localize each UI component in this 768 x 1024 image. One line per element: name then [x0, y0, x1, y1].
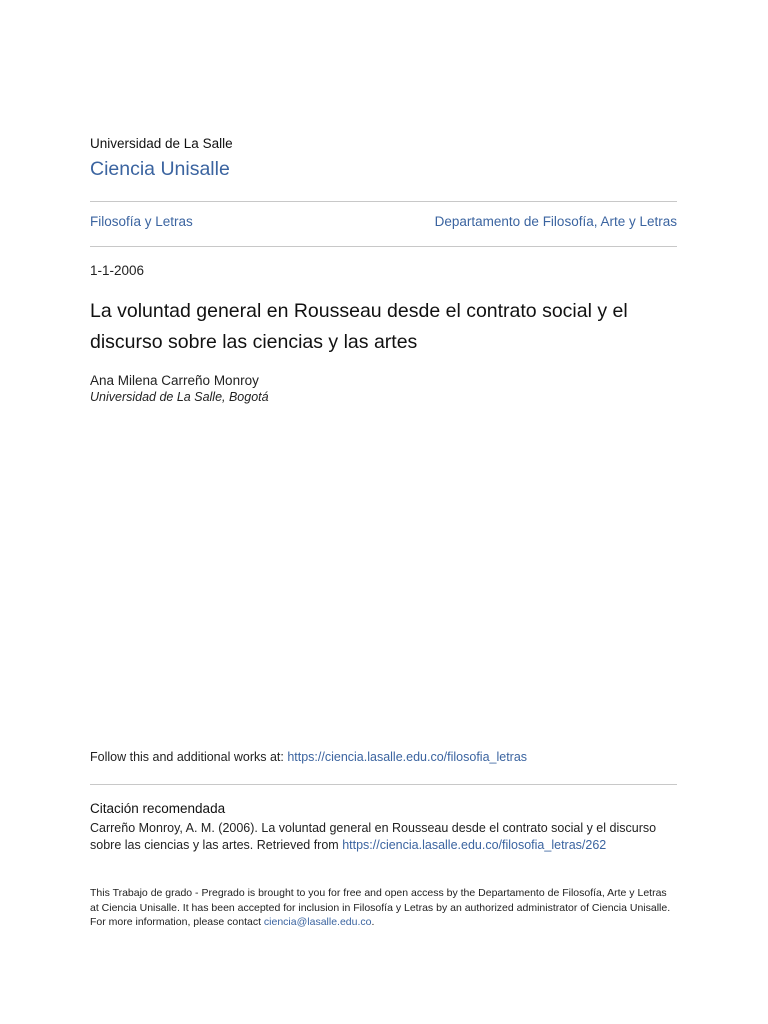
footer-end: . [371, 916, 375, 928]
publication-date: 1-1-2006 [90, 263, 145, 278]
department-link[interactable]: Departamento de Filosofía, Arte y Letras [434, 214, 677, 229]
divider-top [90, 201, 677, 202]
repository-link[interactable]: Ciencia Unisalle [90, 158, 230, 180]
footer-note [90, 886, 677, 930]
citation-text: Carreño Monroy, A. M. (2006). La voluntad general en Rousseau desde el contrato social y el discurso sobre las ciencias y las artes. Retrieved from [90, 821, 657, 852]
follow-link[interactable]: https://ciencia.lasalle.edu.co/filosofia_letras [287, 750, 528, 764]
citation-heading: Citación recomendada [90, 801, 226, 816]
citation-body [90, 820, 677, 854]
collection-link[interactable]: Filosofía y Letras [90, 214, 193, 229]
citation-link[interactable]: https://ciencia.lasalle.edu.co/filosofia_letras/262 [342, 838, 607, 852]
follow-text: Follow this and additional works at: [90, 750, 288, 764]
divider-nav [90, 246, 677, 247]
follow-line [90, 750, 527, 764]
contact-email-link[interactable]: ciencia@lasalle.edu.co [263, 916, 372, 928]
footer-text: This Trabajo de grado - Pregrado is brought to you for free and open access by the Departamento de Filosofía, Arte y Letras at Ciencia Unisalle. It has been accepted for inclusion in Filosofía y Letras by an authorized administrator of Ciencia Unisalle. For more information, please contact [90, 887, 671, 928]
divider-citation [90, 784, 677, 785]
institution-name: Universidad de La Salle [90, 136, 233, 151]
author-name: Ana Milena Carreño Monroy [90, 373, 259, 388]
paper-title: La voluntad general en Rousseau desde el contrato social y el discurso sobre las ciencias y las artes [90, 300, 628, 353]
author-affiliation: Universidad de La Salle, Bogotá [90, 390, 269, 404]
